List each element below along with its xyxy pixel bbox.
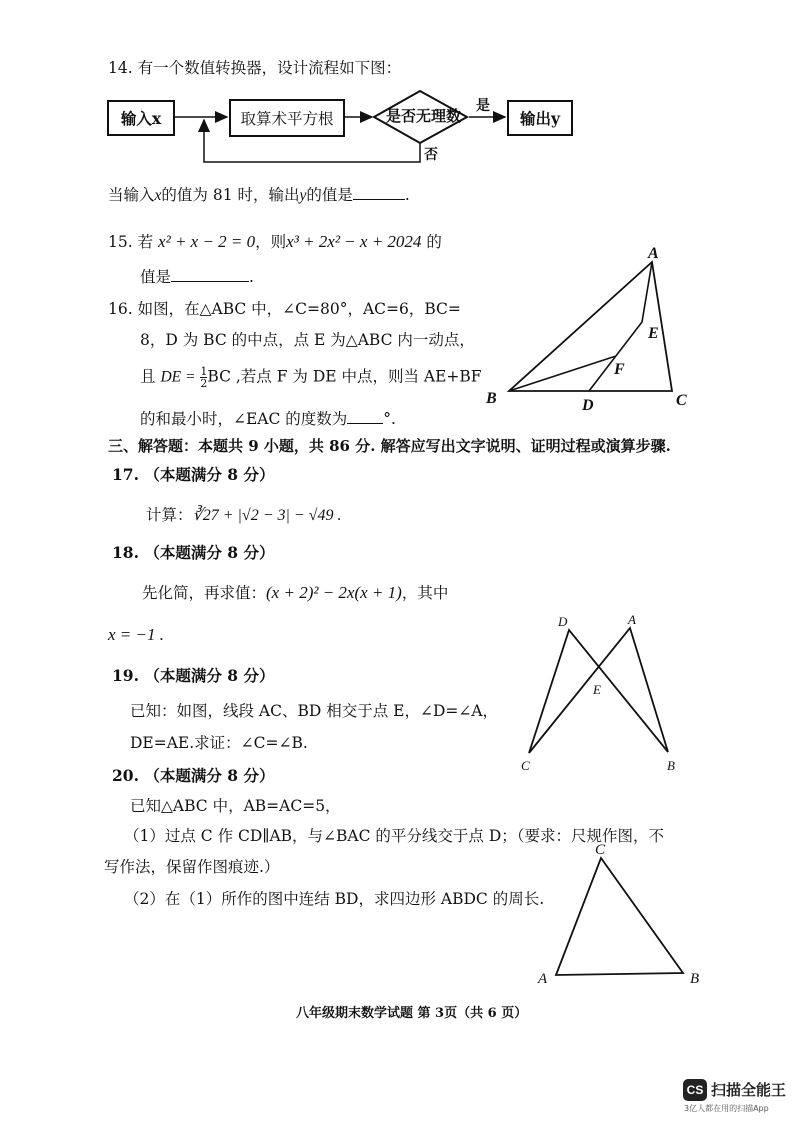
q20-label-B: B [690,971,700,987]
q20-line2: （1）过点 C 作 CD∥AB，与∠BAC 的平分线交于点 D；（要求：尺规作图，不 [124,827,664,845]
camscanner-name: 扫描全能王 [711,1081,787,1099]
flow-input-label: 输入x [120,109,162,128]
q16-l4-end: °. [383,410,396,428]
camscanner-tagline: 3亿人都在用的扫描App [684,1104,769,1113]
q20-line1: 已知△ABC 中，AB=AC=5， [130,797,341,815]
q19-label-E: E [593,682,601,697]
q15-l1-b: ，则 [255,233,287,251]
q18-l1-a: 先化简，再求值： [142,584,267,602]
q14-q-end: . [404,186,410,204]
q16-de: DE = [160,368,196,386]
q14-number: 14. [108,59,133,77]
q17-header: 17. （本题满分 8 分） [112,465,275,484]
q20-line3: 写作法，保留作图痕迹.） [104,858,280,876]
q18-expression: (x + 2)² − 2x(x + 1) [266,583,402,602]
q18-l1-b: ，其中 [401,584,449,602]
q19-label-B: B [667,758,675,773]
q16-frac-num: 1 [200,365,208,378]
q15-expression: x³ + 2x² − x + 2024 [286,232,422,251]
flow-yes-label: 是 [476,98,490,114]
q14-stem-text: 有一个数值转换器，设计流程如下图： [137,59,402,77]
q19-line2: DE=AE.求证：∠C=∠B. [130,734,308,752]
q18-header: 18. （本题满分 8 分） [112,543,275,562]
q15-l2-a: 值是 [140,268,172,286]
q15-l1-c: 的 [426,233,442,251]
q17-label: 计算： [146,506,193,524]
page-footer: 八年级期末数学试题 第 3页（共 6 页） [296,1006,528,1021]
q16-l1: 如图，在△ABC 中，∠C=80°，AC=6，BC= [137,300,461,318]
q15-l1-a: 若 [137,233,154,251]
q15-l2-end: . [249,268,254,286]
camscanner-logo-icon: CS [683,1079,707,1101]
q14-q-c: 的值是 [306,186,353,204]
q14-q-a: 当输入 [108,186,155,204]
q18-line2: x = −1 . [108,625,164,644]
q16-number: 16. [108,300,133,318]
q20-line4: （2）在（1）所作的图中连结 BD，求四边形 ABDC 的周长. [124,890,545,908]
q16-label-C: C [676,392,687,409]
flow-sqrt-label: 取算术平方根 [240,110,334,128]
q19-line1: 已知：如图，线段 AC、BD 相交于点 E，∠D=∠A， [130,702,499,720]
q16-label-F: F [614,361,625,378]
flow-no-label: 否 [424,147,438,163]
q19-header: 19. （本题满分 8 分） [112,666,275,685]
q16-line2: 8，D 为 BC 的中点，点 E 为△ABC 内一动点， [140,331,475,349]
section3-title: 三、解答题：本题共 9 小题，共 86 分. 解答应写出文字说明、证明过程或演算步骤. [108,437,671,455]
q16-label-B: B [486,390,497,407]
q17-expression: ∛27 + |√2 − 3| − √49 . [192,507,342,524]
q20-label-C: C [595,842,606,858]
q19-label-C: C [521,758,530,773]
q16-label-E: E [648,325,659,342]
q20-label-A: A [538,971,548,987]
q14-var-x: x [154,187,162,204]
q16-frac-den: 2 [200,377,208,390]
q16-l3-b: BC ,若点 F 为 DE 中点，则当 AE+BF [207,367,482,386]
q16-l4-a: 的和最小时，∠EAC 的度数为 [140,410,348,428]
q16-label-A: A [648,245,659,262]
q14-q-b: 的值为 81 时，输出 [161,186,300,204]
q19-label-D: D [558,614,568,629]
flow-decision-label: 是否无理数 [386,107,462,125]
q15-equation: x² + x − 2 = 0 [158,232,256,251]
q16-l3-a: 且 [140,367,156,386]
q15-number: 15. [108,233,133,251]
q20-header: 20. （本题满分 8 分） [112,766,275,785]
q14-var-y: y [299,187,307,204]
q16-label-D: D [582,397,594,414]
flow-output-label: 输出y [519,109,560,128]
q19-label-A: A [628,612,636,627]
q20-triangle-abc [556,858,683,975]
